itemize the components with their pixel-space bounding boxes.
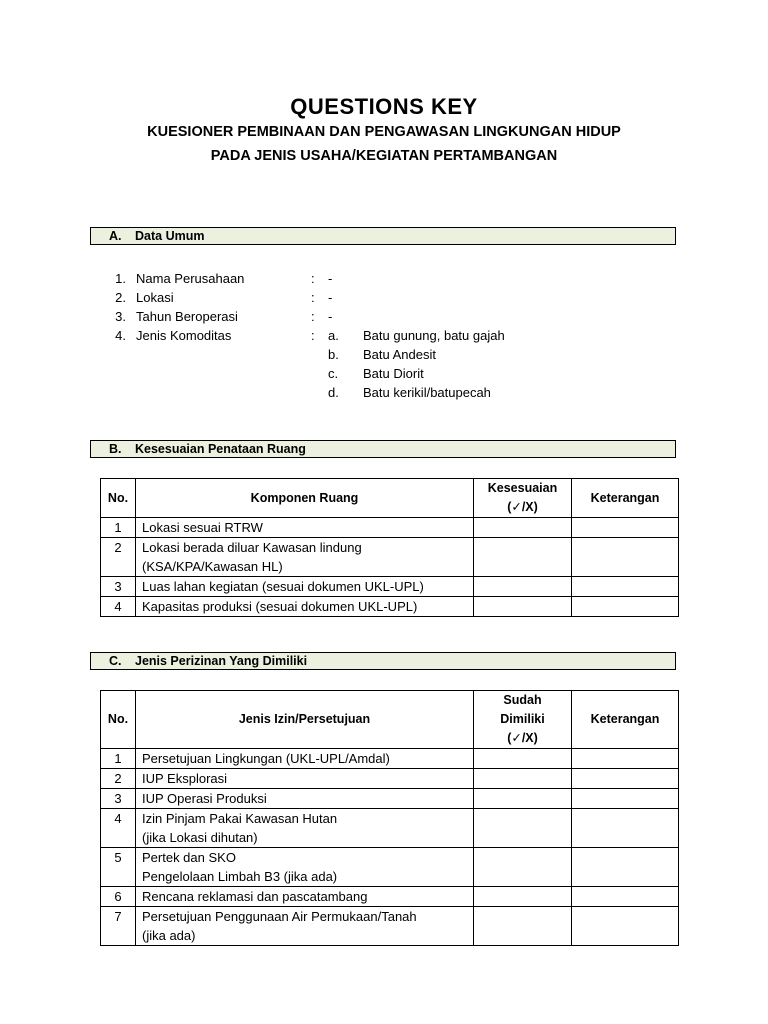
table-row: 6 Rencana reklamasi dan pascatambang <box>101 887 679 907</box>
table-row: 1 Lokasi sesuai RTRW <box>101 518 679 538</box>
table-row: 4 Kapasitas produksi (sesuai dokumen UKL-UPL) <box>101 597 679 617</box>
column-header-kesesuaian: Kesesuaian (✓/X) <box>474 479 572 518</box>
column-header-keterangan: Keterangan <box>572 479 679 518</box>
keterangan-cell[interactable] <box>572 769 679 789</box>
row-jenis-izin: Persetujuan Penggunaan Air Permukaan/Tanah (jika ada) <box>136 907 474 946</box>
section-a-title: Data Umum <box>135 229 205 243</box>
section-b-letter: B. <box>109 442 122 456</box>
column-header-no: No. <box>101 479 136 518</box>
list-item: 2. Lokasi : - <box>115 290 333 305</box>
keterangan-cell[interactable] <box>572 577 679 597</box>
column-header-keterangan: Keterangan <box>572 691 679 749</box>
keterangan-cell[interactable] <box>572 597 679 617</box>
row-jenis-izin: Pertek dan SKO Pengelolaan Limbah B3 (jika ada) <box>136 848 474 887</box>
field-value-nama-perusahaan: - <box>328 271 333 286</box>
table-row: 7 Persetujuan Penggunaan Air Permukaan/Tanah (jika ada) <box>101 907 679 946</box>
keterangan-cell[interactable] <box>572 907 679 946</box>
row-jenis-izin: Izin Pinjam Pakai Kawasan Hutan (jika Lokasi dihutan) <box>136 809 474 848</box>
sudah-dimiliki-cell[interactable] <box>474 809 572 848</box>
document-subtitle-line1: KUESIONER PEMBINAAN DAN PENGAWASAN LINGKUNGAN HIDUP <box>147 124 621 140</box>
field-label-nama-perusahaan: Nama Perusahaan <box>136 271 245 286</box>
field-value-lokasi: - <box>328 290 333 305</box>
section-b-bar <box>90 440 676 458</box>
table-row: 4 Izin Pinjam Pakai Kawasan Hutan (jika Lokasi dihutan) <box>101 809 679 848</box>
row-komponen: Luas lahan kegiatan (sesuai dokumen UKL-UPL) <box>136 577 474 597</box>
kesesuaian-cell[interactable] <box>474 538 572 577</box>
row-jenis-izin: IUP Operasi Produksi <box>136 789 474 809</box>
komoditas-item: Batu Diorit <box>363 366 424 381</box>
section-b-title: Kesesuaian Penataan Ruang <box>135 442 306 456</box>
section-c-bar <box>90 652 676 670</box>
field-label-tahun-beroperasi: Tahun Beroperasi <box>136 309 238 324</box>
table-row: 3 IUP Operasi Produksi <box>101 789 679 809</box>
row-jenis-izin: Rencana reklamasi dan pascatambang <box>136 887 474 907</box>
row-jenis-izin: Persetujuan Lingkungan (UKL-UPL/Amdal) <box>136 749 474 769</box>
list-item: 4. Jenis Komoditas : a. Batu gunung, batu gajah <box>115 328 505 343</box>
keterangan-cell[interactable] <box>572 518 679 538</box>
table-row: 2 Lokasi berada diluar Kawasan lindung (KSA/KPA/Kawasan HL) <box>101 538 679 577</box>
keterangan-cell[interactable] <box>572 538 679 577</box>
perizinan-table <box>100 690 679 946</box>
table-row: 2 IUP Eksplorasi <box>101 769 679 789</box>
komoditas-item: Batu kerikil/batupecah <box>363 385 491 400</box>
list-item: 3. Tahun Beroperasi : - <box>115 309 333 324</box>
table-row: 1 Persetujuan Lingkungan (UKL-UPL/Amdal) <box>101 749 679 769</box>
field-label-jenis-komoditas: Jenis Komoditas <box>136 328 232 343</box>
sudah-dimiliki-cell[interactable] <box>474 789 572 809</box>
row-komponen: Lokasi berada diluar Kawasan lindung (KSA/KPA/Kawasan HL) <box>136 538 474 577</box>
kesesuaian-cell[interactable] <box>474 518 572 538</box>
list-item: 1. Nama Perusahaan : - <box>115 271 333 286</box>
keterangan-cell[interactable] <box>572 809 679 848</box>
kesesuaian-table <box>100 478 679 617</box>
section-c-title: Jenis Perizinan Yang Dimiliki <box>135 654 308 668</box>
komoditas-item: Batu Andesit <box>363 347 436 362</box>
table-header-row <box>101 479 679 518</box>
field-value-tahun-beroperasi: - <box>328 309 333 324</box>
column-header-jenis: Jenis Izin/Persetujuan <box>136 691 474 749</box>
column-header-no: No. <box>101 691 136 749</box>
keterangan-cell[interactable] <box>572 789 679 809</box>
section-a-bar <box>90 227 676 245</box>
document-subtitle-line2: PADA JENIS USAHA/KEGIATAN PERTAMBANGAN <box>210 148 558 164</box>
row-jenis-izin: IUP Eksplorasi <box>136 769 474 789</box>
keterangan-cell[interactable] <box>572 749 679 769</box>
list-item: c. Batu Diorit <box>328 366 424 381</box>
kesesuaian-cell[interactable] <box>474 577 572 597</box>
list-item: b. Batu Andesit <box>328 347 436 362</box>
table-header-row <box>101 691 679 749</box>
sudah-dimiliki-cell[interactable] <box>474 887 572 907</box>
komoditas-item: Batu gunung, batu gajah <box>363 328 505 343</box>
table-row: 5 Pertek dan SKO Pengelolaan Limbah B3 (jika ada) <box>101 848 679 887</box>
list-item: d. Batu kerikil/batupecah <box>328 385 491 400</box>
data-umum-list <box>104 269 664 402</box>
document-title: QUESTIONS KEY <box>290 94 478 119</box>
section-c-letter: C. <box>109 654 122 668</box>
row-komponen: Lokasi sesuai RTRW <box>136 518 474 538</box>
table-row: 3 Luas lahan kegiatan (sesuai dokumen UKL-UPL) <box>101 577 679 597</box>
sudah-dimiliki-cell[interactable] <box>474 769 572 789</box>
column-header-sudah-dimiliki: Sudah Dimiliki (✓/X) <box>474 691 572 749</box>
keterangan-cell[interactable] <box>572 887 679 907</box>
section-a-letter: A. <box>109 229 122 243</box>
kesesuaian-cell[interactable] <box>474 597 572 617</box>
field-label-lokasi: Lokasi <box>136 290 174 305</box>
sudah-dimiliki-cell[interactable] <box>474 907 572 946</box>
keterangan-cell[interactable] <box>572 848 679 887</box>
sudah-dimiliki-cell[interactable] <box>474 749 572 769</box>
sudah-dimiliki-cell[interactable] <box>474 848 572 887</box>
column-header-komponen: Komponen Ruang <box>136 479 474 518</box>
row-komponen: Kapasitas produksi (sesuai dokumen UKL-UPL) <box>136 597 474 617</box>
